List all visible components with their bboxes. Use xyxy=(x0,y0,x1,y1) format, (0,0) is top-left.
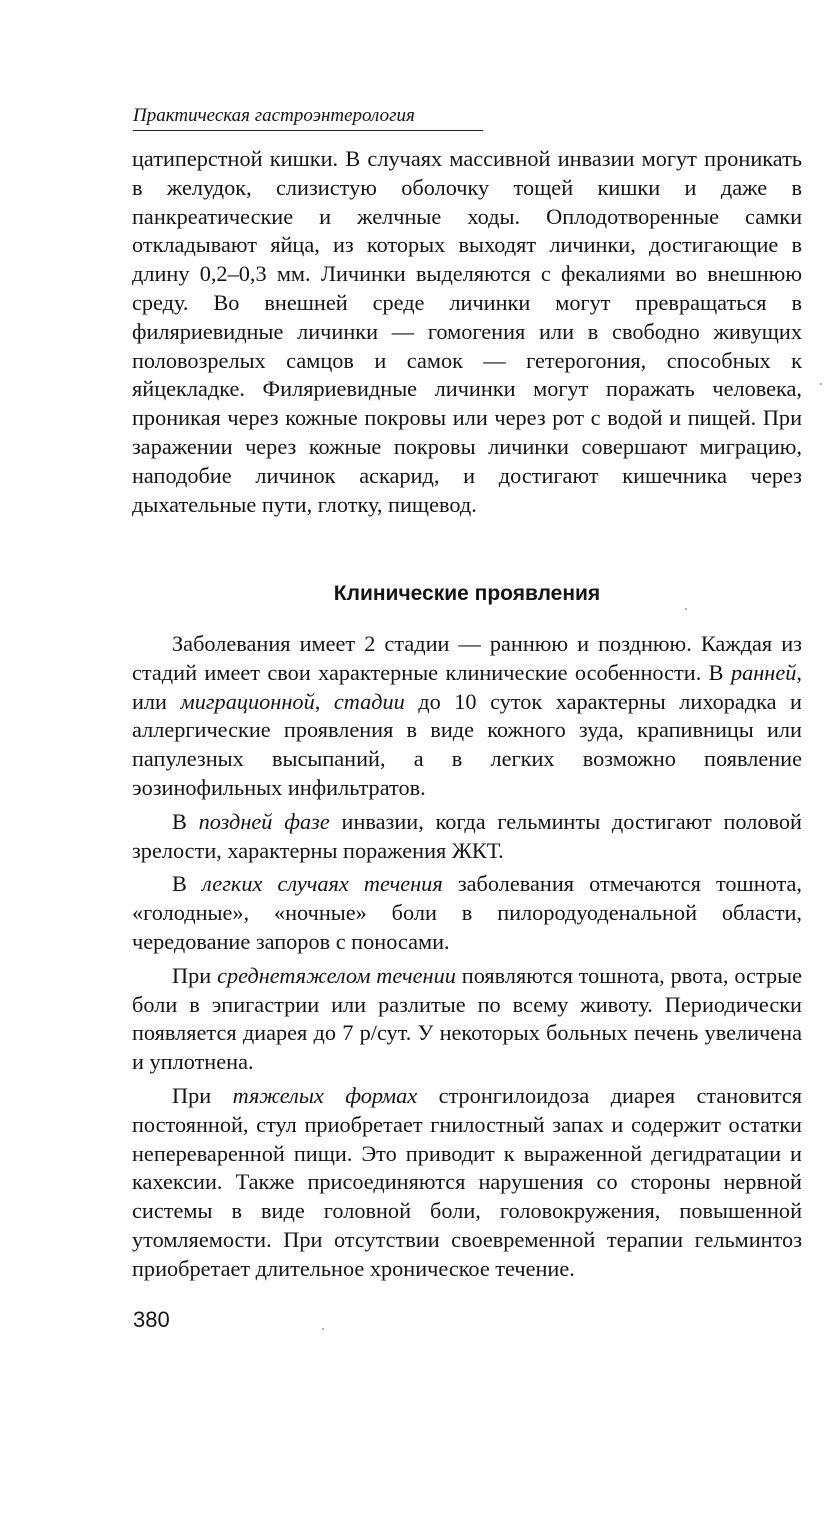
text-run: При xyxy=(172,1082,233,1108)
text-run: Заболевания имеет 2 стадии — раннюю и позднюю. Каждая из стадий имеет свои характерные клинические особенности. В xyxy=(132,631,802,685)
text-run: При xyxy=(172,962,218,988)
running-head: Практическая гастроэнтерология xyxy=(133,104,483,131)
scan-speck xyxy=(820,383,822,385)
emphasis-severe-forms: тяжелых формах xyxy=(232,1082,418,1108)
text-block-intro xyxy=(132,145,802,519)
text-run: инвазии, когда гельминты достигают половой зрелости, характерны поражения ЖКТ. xyxy=(132,808,802,863)
text-run: стронгилоидоза диарея становится постоянной, стул приобретает гнилостный запах и содержит остатки непереваренной пищи. Это приводит к выраженной дегидратации и кахексии. Также присоединяются нарушения со стороны нервной системы в виде головной боли, головокружения, повышенной утомляемости. При отсутствии своевременной терапии гельминтоз приобретает длительное хроническое течение. xyxy=(132,1082,802,1281)
paragraph-mild-course xyxy=(132,870,802,956)
emphasis-early: ранней xyxy=(730,659,797,685)
emphasis-mild-course: легких случаях течения xyxy=(202,871,443,897)
text-run: , xyxy=(314,688,334,714)
section-heading: Клинические проявления xyxy=(333,582,601,605)
paragraph-late-phase xyxy=(132,808,802,866)
text-run: заболевания отмечаются тошнота, «голодные», «ночные» боли в пилородуоденальной области, чередование запоров с поносами. xyxy=(132,871,802,954)
text-block-clinical xyxy=(132,630,802,1284)
text-run: , или xyxy=(132,659,802,714)
emphasis-migration: миграционной xyxy=(180,688,315,714)
emphasis-stage: стадии xyxy=(333,688,405,714)
paragraph-severe-forms xyxy=(132,1082,802,1284)
paragraph-stages xyxy=(132,630,802,803)
scan-speck xyxy=(685,608,687,610)
emphasis-late-phase: поздней фазе xyxy=(198,808,330,834)
paragraph-moderate-course xyxy=(132,962,802,1077)
text-run: В xyxy=(172,871,203,897)
page-number: 380 xyxy=(133,1307,170,1332)
emphasis-moderate-course: среднетяжелом течении xyxy=(217,962,456,988)
text-run: до 10 суток характерны лихорадка и аллергические проявления в виде кожного зуда, крапивницы или папулезных высыпаний, а в легких возможно появление эозинофильных инфильтратов. xyxy=(132,688,802,800)
scan-speck xyxy=(322,1328,324,1330)
text-run: В xyxy=(172,808,199,834)
text-run: появляются тошнота, рвота, острые боли в эпигастрии или разлитые по всему животу. Периодически появляется диарея до 7 р/сут. У некоторых больных печень увеличена и уплотнена. xyxy=(132,962,802,1075)
paragraph-invasion: цатиперстной кишки. В случаях массивной инвазии могут проникать в желудок, слизистую оболочку тощей кишки и даже в панкреатические и желчные ходы. Оплодотворенные самки откладывают яйца, из которых выходят личинки, достигающие в длину 0,2–0,3 мм. Личинки выделяются с фекалиями во внешнюю среду. Во внешней среде личинки могут превращаться в филяриевидные личинки — гомогения или в свободно живущих половозрелых самцов и самок — гетерогония, способных к яйцекладке. Филяриевидные личинки могут поражать человека, проникая через кожные покровы или через рот с водой и пищей. При заражении через кожные покровы личинки совершают миграцию, наподобие личинок аскарид, и достигают кишечника через дыхательные пути, глотку, пищевод. xyxy=(132,146,802,517)
